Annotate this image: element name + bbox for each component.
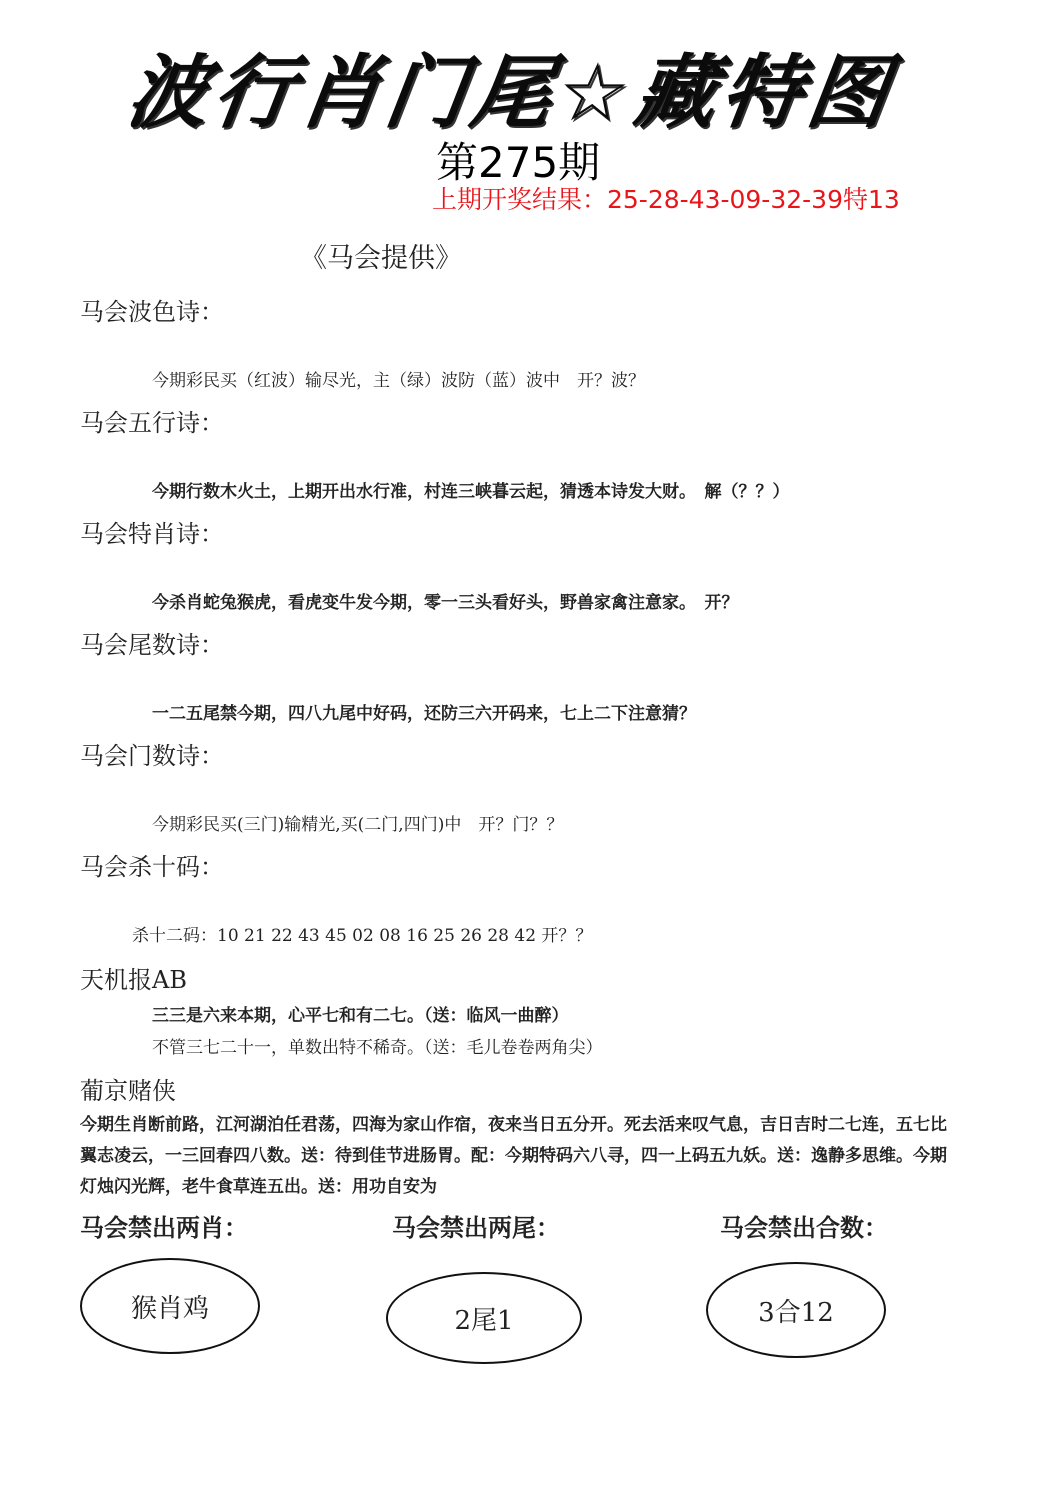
forbid-zodiac-oval [80,1258,260,1354]
wave-poem-heading: 马会波色诗： [80,298,224,326]
gambler-heading: 葡京赌侠 [80,1077,176,1105]
forbid-tail-oval [386,1272,582,1364]
forbid-tail-value: 2尾1 [454,1305,514,1336]
door-poem-text: 今期彩民买(三门)输精光,买(二门,四门)中 开？门？？ [152,815,564,835]
zodiac-poem-heading: 马会特肖诗： [80,520,224,548]
kill-numbers-heading: 马会杀十码： [80,853,224,881]
zodiac-poem-text: 今杀肖蛇兔猴虎，看虎变牛发今期，零一三头看好头，野兽家禽注意家。 开？ [152,593,739,613]
tianji-line-1: 三三是六来本期，心平七和有二七。（送：临风一曲醉） [152,1006,569,1026]
tail-poem-text: 一二五尾禁今期，四八九尾中好码，还防三六开码来，七上二下注意猜？ [152,704,696,724]
forbid-sum-label: 马会禁出合数： [720,1213,888,1242]
forbid-zodiac-value: 猴肖鸡 [130,1293,209,1324]
wave-poem-text: 今期彩民买（红波）输尽光，主（绿）波防（蓝）波中 开？波？ [152,371,645,391]
last-result: 上期开奖结果：25-28-43-09-32-39特13 [432,185,900,214]
issue-number: 第275期 [436,138,601,187]
door-poem-heading: 马会门数诗： [80,742,224,770]
kill-numbers-text: 杀十二码：10 21 22 43 45 02 08 16 25 26 28 42 开？？ [132,926,593,946]
forbid-sum-value: 3合12 [758,1297,834,1328]
forbid-tail-label: 马会禁出两尾： [392,1213,560,1242]
tianji-line-2: 不管三七二十一，单数出特不稀奇。（送：毛儿卷卷两角尖） [152,1038,603,1058]
tianji-heading: 天机报AB [80,966,187,994]
five-elements-heading: 马会五行诗： [80,409,224,437]
five-elements-text: 今期行数木火土，上期开出水行准，村连三峡暮云起，猜透本诗发大财。 解（？？） [152,482,790,502]
gambler-text: 今期生肖断前路，江河湖泊任君荡，四海为家山作宿，夜来当日五分开。死去活来叹气息，吉日吉时二七连，五七比翼志凌云，一三回春四八数。送：待到佳节进肠胃。配：今期特码六八寻，四一上码五九妖。送：逸静多思维。今期灯烛闪光辉，老牛食草连五出。送：用功自安为 [80,1115,947,1197]
provider-label: 《马会提供》 [300,243,462,274]
forbid-sum-oval [706,1262,886,1358]
banner-title: 波行肖门尾☆藏特图 [121,46,901,139]
forbid-zodiac-label: 马会禁出两肖： [80,1213,248,1242]
tail-poem-heading: 马会尾数诗： [80,631,224,659]
